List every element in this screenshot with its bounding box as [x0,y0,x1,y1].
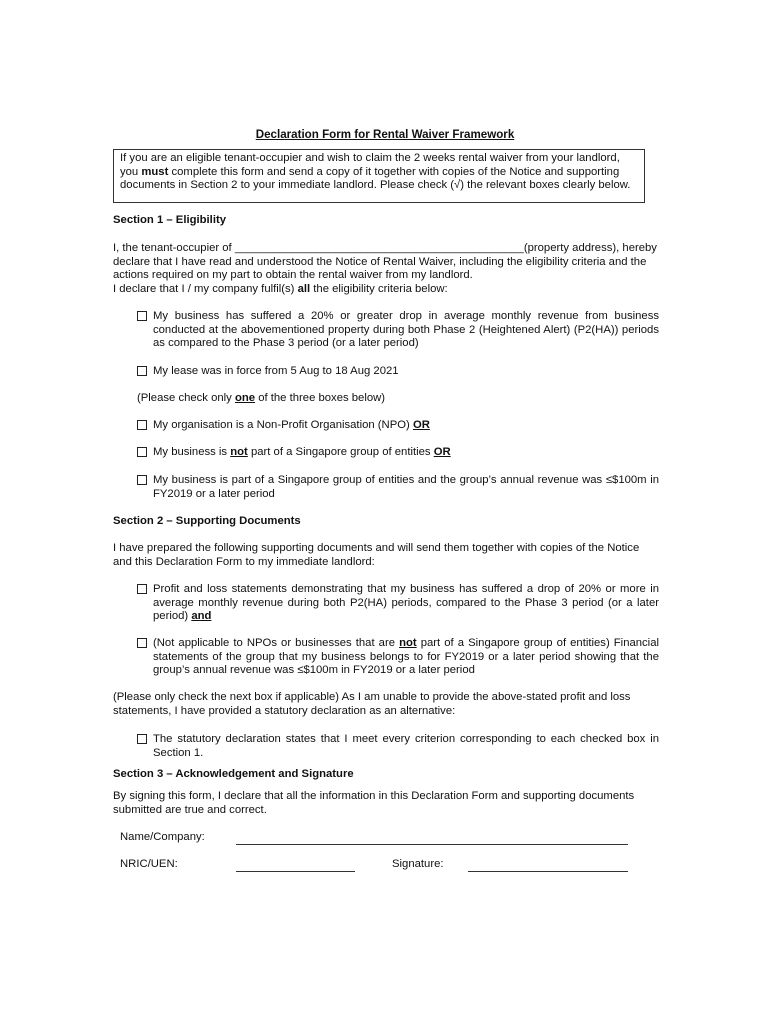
doc-item1-text: Profit and loss statements demonstrating that my business has suffered a drop of 20% or more in average monthly revenue during both P2(HA) periods, compared to the Phase 3 period (or a later period) [153,583,659,623]
doc-item2-not: not [399,637,417,649]
eligibility-item-group-revenue [137,474,659,501]
name-label: Name/Company: [120,831,205,843]
doc-item2-text-a: (Not applicable to NPOs or businesses that are [153,637,400,649]
checkbox[interactable] [137,447,147,457]
checkbox[interactable] [137,584,147,594]
document-item-statutory [137,733,659,760]
checkbox[interactable] [137,311,147,321]
item4-or: OR [433,446,451,458]
section1-heading: Section 1 – Eligibility [113,214,226,226]
eligibility-item-npo [137,419,659,433]
section2-heading: Section 2 – Supporting Documents [113,515,301,527]
doc-item2-text-b: part of a Singapore group of entities) Financial statements of the group that my business belongs to for FY2019 or a later period showing that the group’s annual revenue was ≤$100m in FY2019 or a later period [153,637,659,677]
section3-paragraph: By signing this form, I declare that all the information in this Declaration Form and supporting documents submitted are true and correct. [113,790,635,816]
document-item-pnl [137,583,659,624]
name-field[interactable] [236,834,628,845]
checkbox[interactable] [137,734,147,744]
item-text: My business has suffered a 20% or greater drop in average monthly revenue from business conducted at the abovementioned property during both Phase 2 (Heightened Alert) (P2(HA)) periods as compared to the Phase 3 period (or a later period) [153,310,659,350]
note-text-1: (Please check only [137,392,235,404]
eligibility-item-revenue [137,310,659,351]
note-text-2: of the three boxes below) [255,392,386,404]
intro-must: must [141,165,169,178]
item-text: The statutory declaration states that I meet every criterion corresponding to each checked box in Section 1. [153,733,659,759]
item3-or: OR [412,419,430,431]
checkbox[interactable] [137,638,147,648]
check-one-note [137,392,385,406]
form-title: Declaration Form for Rental Waiver Framework [255,128,515,141]
item-text: My lease was in force from 5 Aug to 18 Aug 2021 [153,365,399,377]
section1-paragraph [113,242,658,296]
item4-not: not [230,446,248,458]
note-one: one [234,392,256,404]
section2-paragraph: I have prepared the following supporting documents and will send them together with copies of the Notice and this Declaration Form to my immediate landlord: [113,542,640,568]
checkbox[interactable] [137,366,147,376]
nric-field[interactable] [236,861,355,872]
eligibility-item-lease [137,365,659,379]
signature-label: Signature: [392,858,444,870]
section3-heading: Section 3 – Acknowledgement and Signature [113,768,354,780]
section1-all: all [297,282,311,295]
document-item-financials [137,637,659,678]
item-text: My business is part of a Singapore group of entities and the group’s annual revenue was ≤$100m in FY2019 or a later period [153,474,659,500]
section2-paragraph-2: (Please only check the next box if applicable) As I am unable to provide the above-stated profit and loss statements, I have provided a statutory declaration as an alternative: [113,691,631,717]
item-text [153,583,659,624]
intro-box [113,149,645,203]
nric-label: NRIC/UEN: [120,858,178,870]
eligibility-item-not-group [137,446,659,460]
doc-item1-and: and [191,610,212,623]
intro-text-2: complete this form and send a copy of it together with copies of the Notice and supporting documents in Section 2 to your immediate landlord. Please check (√) the relevant boxes clearly below. [120,165,631,192]
item-text [153,637,659,678]
intro-text-1: If you are an eligible tenant-occupier and wish to claim the 2 weeks rental waiver from your landlord, you [120,152,620,178]
item-text [153,419,430,433]
section1-para-b2: the eligibility criteria below: [310,282,448,295]
item-text [153,446,451,460]
item4-text-a: My business is [153,446,231,458]
section1-para-b [113,283,658,297]
item4-text-b: part of a Singapore group of entities [247,446,434,458]
section1-para-a: I, the tenant-occupier of ______________________________________________(property address), hereby declare that I have read and understood the Notice of Rental Waiver, including the eligibility criteria and the actions required on my part to obtain the rental waiver from my landlord. [113,242,657,282]
section1-para-b1: I declare that I / my company fulfil(s) [113,282,298,295]
item3-text: My organisation is a Non-Profit Organisation (NPO) [153,419,413,431]
signature-field[interactable] [468,861,628,872]
checkbox[interactable] [137,475,147,485]
checkbox[interactable] [137,420,147,430]
